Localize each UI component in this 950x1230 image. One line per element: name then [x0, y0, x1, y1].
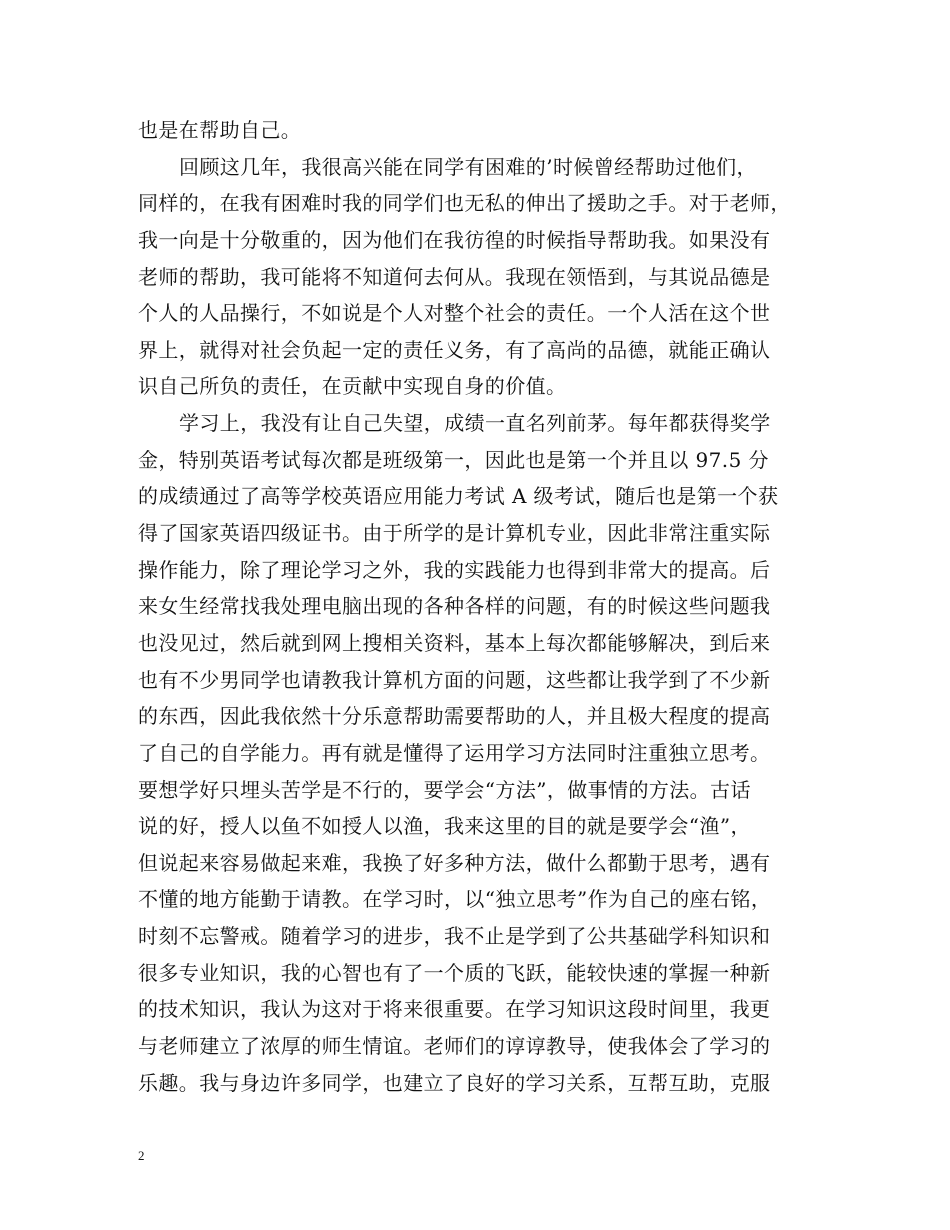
- text-line: 但说起来容易做起来难，我换了好多种方法，做什么都勤于思考，遇有: [138, 850, 771, 875]
- text-line: 时刻不忘警戒。随着学习的进步，我不止是学到了公共基础学科知识和: [138, 924, 771, 949]
- text-line: 说的好，授人以鱼不如授人以渔，我来这里的目的就是要学会“渔”，: [138, 814, 751, 839]
- body-text: [138, 112, 838, 1101]
- paragraph-first-line: 回顾这几年，我很高兴能在同学有困难的’时候曾经帮助过他们，: [179, 154, 757, 179]
- text-line: 了自己的自学能力。再有就是懂得了运用学习方法同时注重独立思考。: [138, 740, 771, 765]
- text-line: 金，特别英语考试每次都是班级第一，因此也是第一个并且以 97.5 分: [138, 447, 769, 472]
- text-line: 也是在帮助自己。: [138, 118, 302, 142]
- text-line: 很多专业知识，我的心智也有了一个质的飞跃，能较快速的掌握一种新: [138, 960, 771, 985]
- page-number: 2: [138, 1148, 145, 1163]
- text-line: 的东西，因此我依然十分乐意帮助需要帮助的人，并且极大程度的提高: [138, 704, 771, 729]
- text-line: 要想学好只埋头苦学是不行的，要学会“方法”，做事情的方法。古话: [138, 777, 751, 802]
- text-line: 与老师建立了浓厚的师生情谊。老师们的谆谆教导，使我体会了学习的: [138, 1034, 771, 1059]
- text-line: 的技术知识，我认为这对于将来很重要。在学习知识这段时间里，我更: [138, 997, 771, 1022]
- text-line: 也没见过，然后就到网上搜相关资料，基本上每次都能够解决，到后来: [138, 630, 771, 655]
- text-line: 也有不少男同学也请教我计算机方面的问题，这些都让我学到了不少新: [138, 667, 771, 692]
- text-line: 不懂的地方能勤于请教。在学习时，以“独立思考”作为自己的座右铭，: [138, 887, 772, 912]
- text-line: 得了国家英语四级证书。由于所学的是计算机专业，因此非常注重实际: [138, 521, 771, 546]
- text-line: 乐趣。我与身边许多同学，也建立了良好的学习关系，互帮互助，克服: [138, 1070, 771, 1095]
- text-line: 的成绩通过了高等学校英语应用能力考试 A 级考试，随后也是第一个获: [138, 484, 779, 509]
- text-line: 同样的，在我有困难时我的同学们也无私的伸出了援助之手。对于老师，: [138, 191, 791, 216]
- text-line: 识自己所负的责任，在贡献中实现自身的价值。: [138, 374, 567, 399]
- text-line: 操作能力，除了理论学习之外，我的实践能力也得到非常大的提高。后: [138, 557, 771, 582]
- text-line: 来女生经常找我处理电脑出现的各种各样的问题，有的时候这些问题我: [138, 594, 771, 619]
- text-line: 我一向是十分敬重的，因为他们在我彷徨的时候指导帮助我。如果没有: [138, 227, 771, 252]
- text-line: 界上，就得对社会负起一定的责任义务，有了高尚的品德，就能正确认: [138, 337, 771, 362]
- text-line: 个人的人品操行，不如说是个人对整个社会的责任。一个人活在这个世: [138, 301, 771, 326]
- paragraph-first-line: 学习上，我没有让自己失望，成绩一直名列前茅。每年都获得奖学: [179, 411, 771, 436]
- text-line: 老师的帮助，我可能将不知道何去何从。我现在领悟到，与其说品德是: [138, 264, 771, 289]
